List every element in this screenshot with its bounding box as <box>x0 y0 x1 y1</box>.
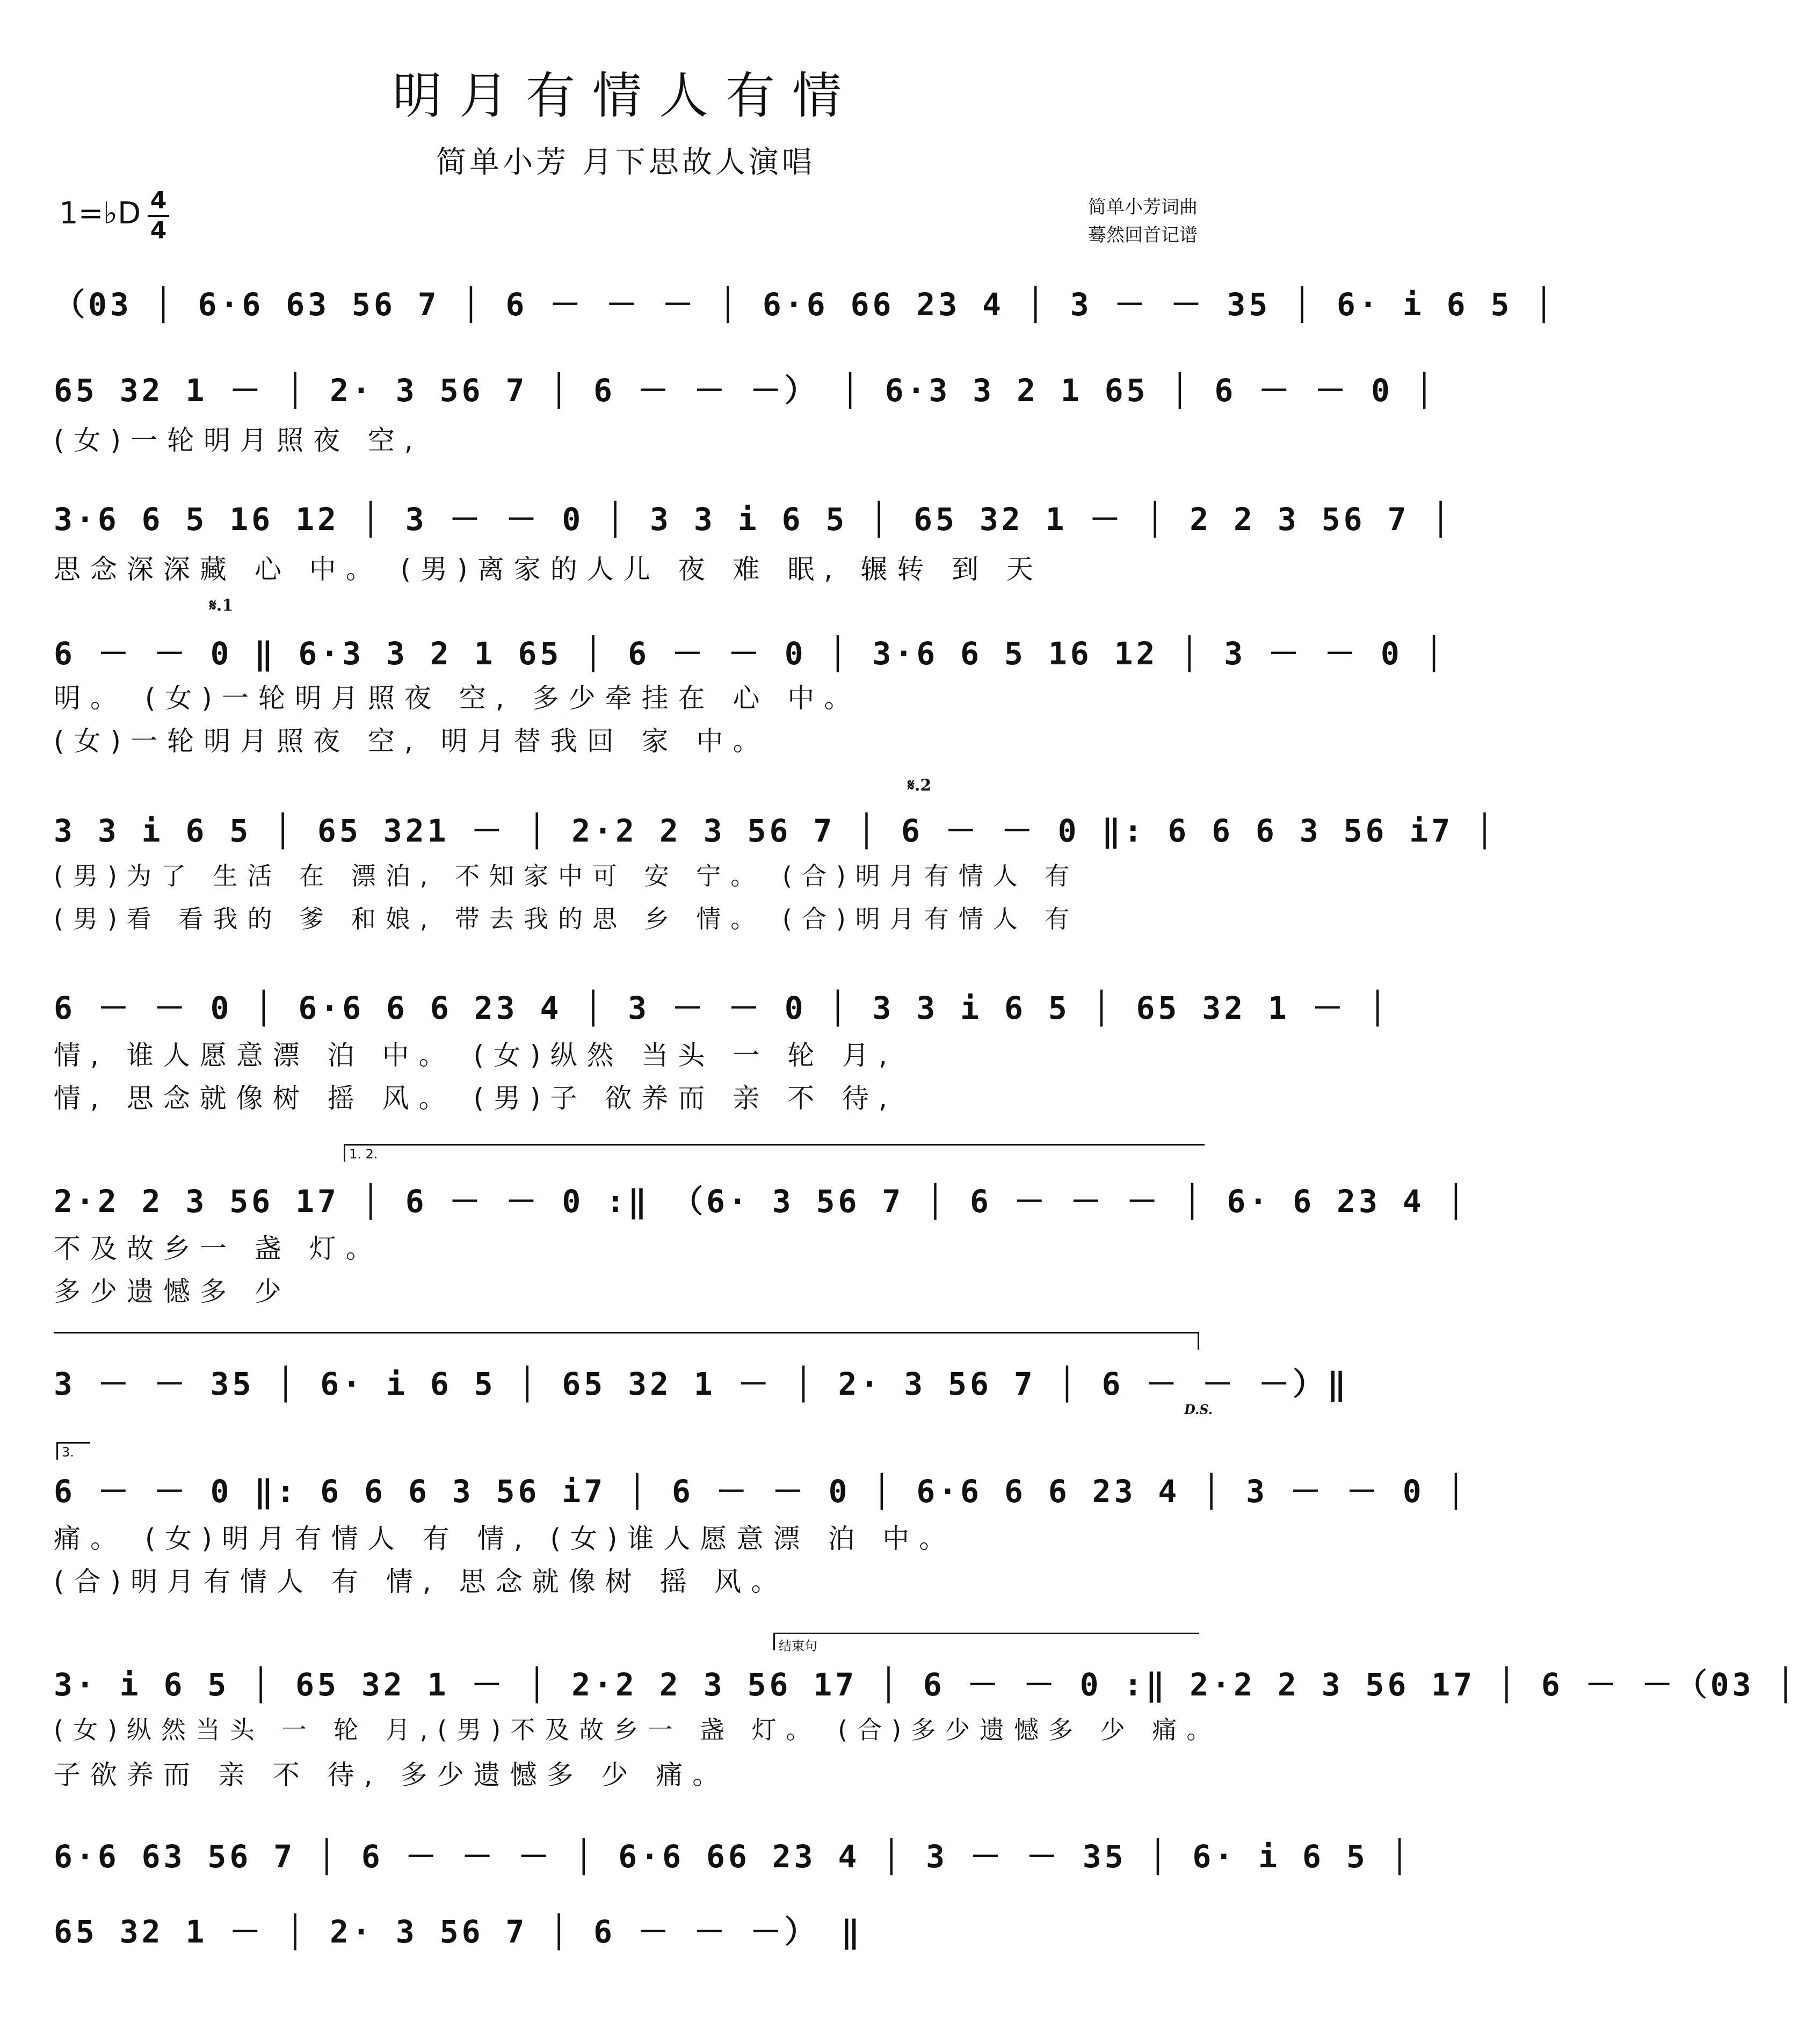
meter-top: 4 <box>150 187 167 214</box>
credits <box>1088 193 1198 249</box>
music-line-1: （03 │ 6·6 63 56 7 │ 6 － － － │ 6·6 66 23 4 │ 3 － － 35 │ 6· i 6 5 │ <box>54 286 1557 323</box>
lyric-line-5a: (男)为了 生活 在 漂泊, 不知家中可 安 宁。 (合)明月有情人 有 <box>54 861 1079 890</box>
volta-1-2-label: 1. 2. <box>349 1147 378 1162</box>
lyric-line-5b: (男)看 看我的 爹 和娘, 带去我的思 乡 情。 (合)明月有情人 有 <box>54 904 1079 933</box>
lyric-line-9b: (合)明月有情人 有 情, 思念就像树 摇 风。 <box>54 1566 788 1597</box>
music-line-6: 6 － － 0 │ 6·6 6 6 23 4 │ 3 － － 0 │ 3 3 i 6 5 │ 65 32 1 － │ <box>54 990 1390 1026</box>
music-line-12: 65 32 1 － │ 2· 3 56 7 │ 6 － － －） ‖ <box>54 1913 863 1950</box>
volta-1-2-bracket <box>344 1144 1205 1162</box>
music-line-2: 65 32 1 － │ 2· 3 56 7 │ 6 － － －） │ 6·3 3 2 1 65 │ 6 － － 0 │ <box>54 372 1437 409</box>
ending-label: 结束句 <box>779 1639 817 1654</box>
music-line-3: 3·6 6 5 16 12 │ 3 － － 0 │ 3 3 i 6 5 │ 65 32 1 － │ 2 2 3 56 7 │ <box>54 501 1454 538</box>
music-line-4: 6 － － 0 ‖ 6·3 3 2 1 65 │ 6 － － 0 │ 3·6 6 5 16 12 │ 3 － － 0 │ <box>54 635 1447 672</box>
lyric-line-10b: 子欲养而 亲 不 待, 多少遗憾多 少 痛。 <box>54 1759 729 1791</box>
lyric-line-4b: (女)一轮明月照夜 空, 明月替我回 家 中。 <box>54 726 770 757</box>
repeat-span-bracket <box>54 1332 1199 1350</box>
segno-2-mark: 𝄋.2 <box>908 776 932 795</box>
music-line-10: 3· i 6 5 │ 65 32 1 － │ 2·2 2 3 56 17 │ 6 － － 0 :‖ 2·2 2 3 56 17 │ 6 － －（03 │ <box>54 1666 1798 1703</box>
time-signature <box>148 188 169 244</box>
lyric-line-7b: 多少遗憾多 少 <box>54 1276 291 1307</box>
music-line-8: 3 － － 35 │ 6· i 6 5 │ 65 32 1 － │ 2· 3 56 7 │ 6 － － －）‖ <box>54 1366 1350 1402</box>
lyric-line-2a: (女)一轮明月照夜 空, <box>54 425 423 456</box>
lyric-line-4a: 明。 (女)一轮明月照夜 空, 多少牵挂在 心 中。 <box>54 683 861 714</box>
song-subtitle: 简单小芳 月下思故人演唱 <box>436 145 815 180</box>
lyric-line-7a: 不及故乡一 盏 灯。 <box>54 1233 382 1264</box>
lyric-line-10a: (女)纵然当头 一 轮 月,(男)不及故乡一 盏 灯。 (合)多少遗憾多 少 痛。 <box>54 1715 1221 1744</box>
music-line-11: 6·6 63 56 7 │ 6 － － － │ 6·6 66 23 4 │ 3 － － 35 │ 6· i 6 5 │ <box>54 1838 1412 1875</box>
music-line-9: 6 － － 0 ‖: 6 6 6 3 56 i7 │ 6 － － 0 │ 6·6 6 6 23 4 │ 3 － － 0 │ <box>54 1473 1469 1510</box>
lyric-line-6a: 情, 谁人愿意漂 泊 中。 (女)纵然 当头 一 轮 月, <box>54 1040 897 1071</box>
credit-lyrics: 简单小芳词曲 <box>1088 197 1198 218</box>
segno-1-mark: 𝄋.1 <box>209 596 234 615</box>
volta-3-label: 3. <box>62 1445 74 1460</box>
music-line-7: 2·2 2 3 56 17 │ 6 － － 0 :‖ （6· 3 56 7 │ 6 － － － │ 6· 6 23 4 │ <box>54 1183 1469 1220</box>
ending-bracket <box>773 1633 1199 1650</box>
lyric-line-9a: 痛。 (女)明月有情人 有 情, (女)谁人愿意漂 泊 中。 <box>54 1523 956 1554</box>
meter-bottom: 4 <box>150 217 167 244</box>
credit-notation: 蓦然回首记谱 <box>1088 224 1198 246</box>
lyric-line-6b: 情, 思念就像树 摇 风。 (男)子 欲养而 亲 不 待, <box>54 1083 897 1114</box>
key-signature: 1=♭D <box>59 196 141 231</box>
song-title: 明月有情人有情 <box>392 67 859 125</box>
music-line-5: 3 3 i 6 5 │ 65 321 － │ 2·2 2 3 56 7 │ 6 － － 0 ‖: 6 6 6 3 56 i7 │ <box>54 813 1498 849</box>
lyric-line-3a: 思念深深藏 心 中。 (男)离家的人儿 夜 难 眠, 辗转 到 天 <box>54 554 1043 585</box>
ds-mark: D.S. <box>1184 1402 1213 1417</box>
